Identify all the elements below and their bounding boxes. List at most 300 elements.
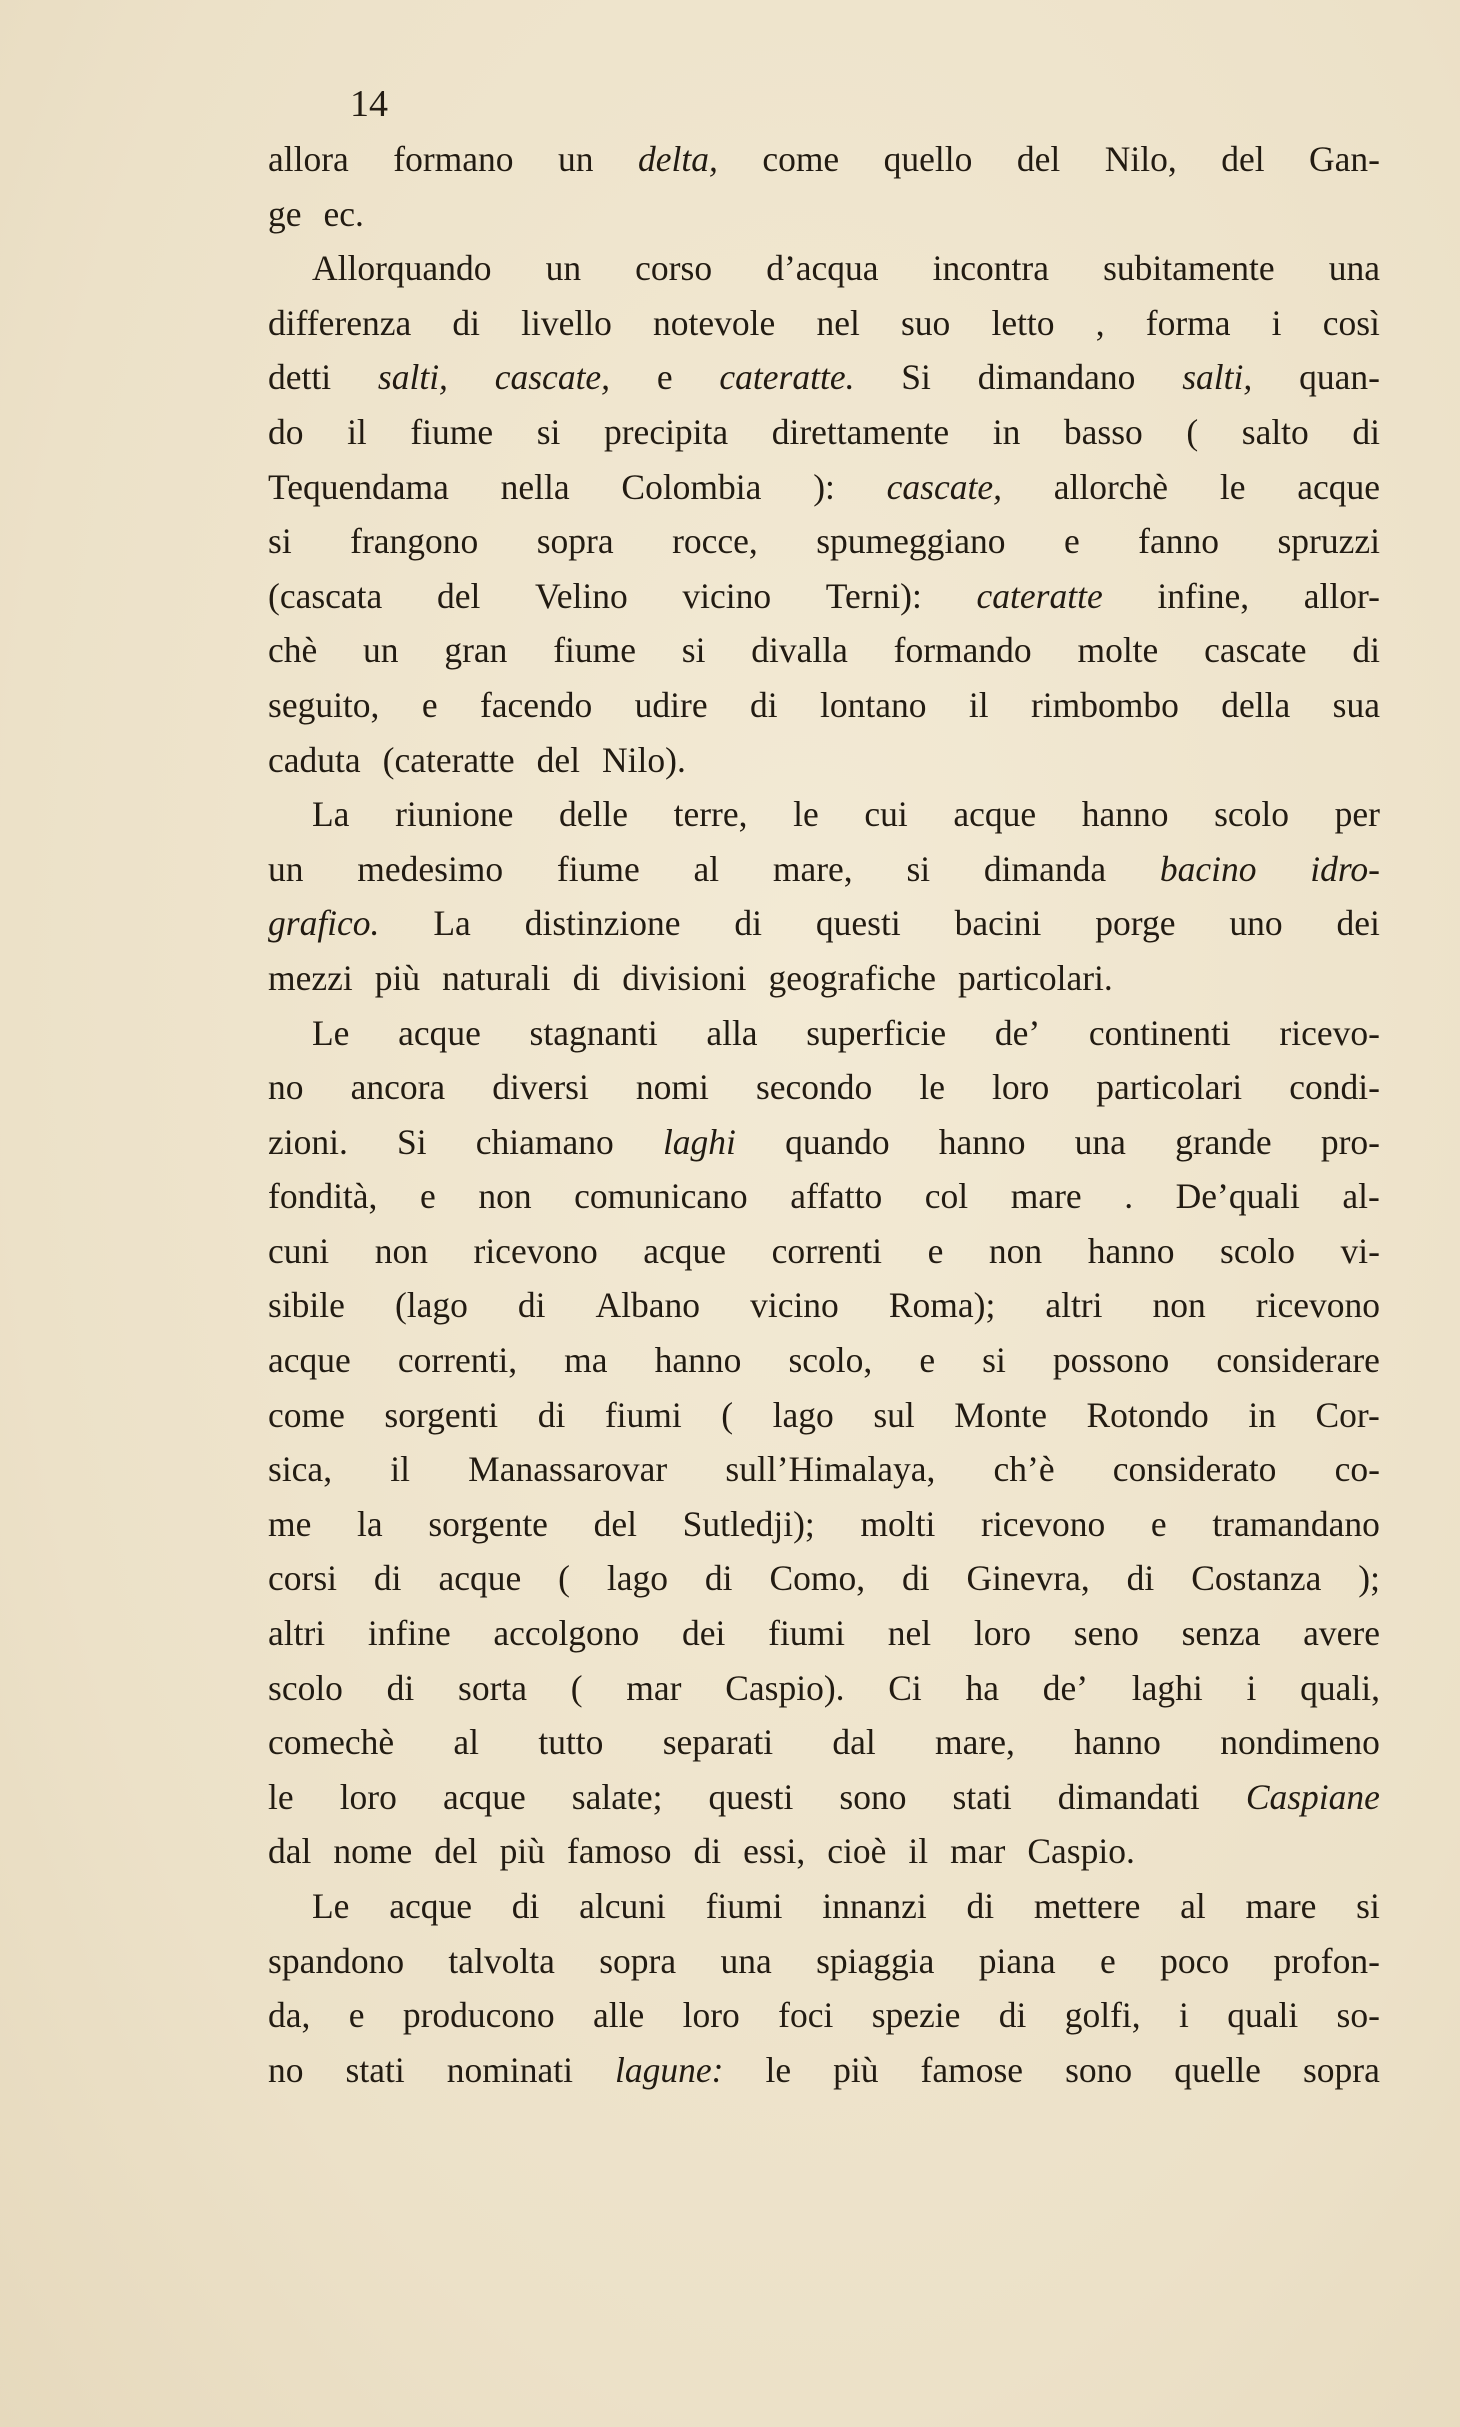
word: stati <box>345 2049 405 2090</box>
word: caduta <box>268 739 361 780</box>
word: mezzi <box>268 957 353 998</box>
word: ( <box>558 1558 570 1599</box>
word: della <box>1221 684 1291 725</box>
word: e <box>1150 1503 1167 1544</box>
word: lago <box>772 1394 834 1435</box>
word: no <box>268 1067 304 1108</box>
word: alla <box>706 1012 758 1053</box>
word: co- <box>1334 1449 1380 1490</box>
word: porge <box>1095 903 1176 944</box>
word: correnti <box>771 1230 882 1271</box>
italic-word: cascate, <box>494 357 611 398</box>
text-line <box>268 1606 1380 1661</box>
word: mettere <box>1033 1886 1141 1926</box>
text-line <box>268 1278 1380 1333</box>
word: e <box>1063 521 1080 562</box>
word: superficie <box>806 1012 947 1053</box>
word: stagnanti <box>529 1012 658 1053</box>
word: dei <box>682 1613 726 1654</box>
word: Caspio). <box>725 1667 845 1708</box>
word: affatto <box>790 1176 883 1217</box>
word: comunicano <box>574 1176 748 1217</box>
body-text <box>268 132 1380 2097</box>
word: di <box>1126 1558 1155 1599</box>
text-line <box>268 1879 1380 1934</box>
word: spezie <box>871 1995 961 2036</box>
word: sorgente <box>428 1503 548 1544</box>
word: al <box>1180 1886 1206 1926</box>
text-line <box>268 514 1380 569</box>
word: Ci <box>888 1667 922 1708</box>
word: di <box>572 957 601 998</box>
text-line <box>268 405 1380 460</box>
word: dimandati <box>1057 1776 1200 1817</box>
word: seguito, <box>268 684 380 725</box>
word: scolo <box>1220 1230 1295 1271</box>
word: ricevo- <box>1279 1012 1380 1053</box>
text-line <box>268 350 1380 405</box>
word: si <box>681 630 706 671</box>
italic-word: delta, <box>637 139 718 179</box>
word: do <box>268 411 304 452</box>
word: quan- <box>1299 357 1380 398</box>
word: cioè <box>827 1831 887 1872</box>
word: sopra <box>1302 2049 1380 2090</box>
word: acque <box>643 1230 727 1271</box>
word: chè <box>268 630 318 671</box>
word: golfi, <box>1064 1995 1141 2036</box>
word: grande <box>1175 1121 1272 1162</box>
text-line <box>268 1224 1380 1279</box>
word: (cateratte <box>382 739 515 780</box>
word: ): <box>813 466 835 507</box>
word: spandono <box>268 1940 405 1981</box>
word: lontano <box>820 684 927 725</box>
word: Tequendama <box>268 466 449 507</box>
word: mare, <box>772 848 853 889</box>
text-line <box>268 733 1380 788</box>
word: no <box>268 2049 304 2090</box>
word: acque <box>398 1012 481 1053</box>
word: vicino <box>750 1285 839 1326</box>
word: Nilo, <box>1104 139 1177 179</box>
word: le <box>765 2049 792 2090</box>
word: dimandano <box>977 357 1136 398</box>
word: ricevono <box>981 1503 1106 1544</box>
word: scolo, <box>788 1340 873 1381</box>
word: ge <box>268 193 302 234</box>
word: sull’Himalaya, <box>725 1449 936 1490</box>
word: le <box>793 794 819 835</box>
word: un <box>363 630 399 671</box>
word: fiume <box>410 411 494 452</box>
word: Caspio. <box>1027 1831 1135 1872</box>
word: quali <box>1227 1995 1299 2036</box>
word: direttamente <box>771 411 950 452</box>
text-line <box>268 132 1380 187</box>
word: di <box>966 1886 995 1926</box>
word: in <box>1248 1394 1276 1435</box>
word: uno <box>1229 903 1283 944</box>
word: ricevono <box>473 1230 598 1271</box>
word: le <box>919 1067 945 1108</box>
word: cascate <box>1204 630 1307 671</box>
word: fiume <box>556 848 640 889</box>
word: e <box>927 1230 944 1271</box>
word: lago <box>606 1558 668 1599</box>
word: foci <box>778 1995 834 2036</box>
word: di <box>537 1394 566 1435</box>
word: nomi <box>635 1067 709 1108</box>
word: nondimeno <box>1220 1722 1380 1763</box>
word: quello <box>883 139 973 179</box>
word: Le <box>312 1886 350 1926</box>
text-line <box>268 1715 1380 1770</box>
italic-word: salti, <box>377 357 448 398</box>
word: salate; <box>571 1776 663 1817</box>
text-line <box>268 1551 1380 1606</box>
text-line <box>268 1770 1380 1825</box>
word: Le <box>312 1012 350 1053</box>
word: naturali <box>442 957 551 998</box>
word: Velino <box>535 575 628 616</box>
word: La <box>433 903 471 944</box>
word: sopra <box>536 521 614 562</box>
word: de’ <box>1042 1667 1089 1708</box>
word: terre, <box>673 794 748 835</box>
word: fiumi <box>705 1886 783 1926</box>
word: infine, <box>1157 575 1250 616</box>
word: sopra <box>599 1940 677 1981</box>
word: i <box>1246 1667 1257 1708</box>
word: acque <box>268 1340 351 1381</box>
word: rimbombo <box>1030 684 1179 725</box>
word: questi <box>815 903 901 944</box>
word: dei <box>1336 903 1380 944</box>
word: ec. <box>323 193 364 234</box>
word: fanno <box>1138 521 1220 562</box>
word: il <box>908 1831 929 1872</box>
text-line <box>268 187 1380 242</box>
word: al- <box>1342 1176 1380 1217</box>
word: di <box>1352 630 1380 671</box>
word: come <box>762 139 840 179</box>
word: spumeggiano <box>816 521 1006 562</box>
word: letto <box>991 302 1055 343</box>
page-number: 14 <box>350 83 388 125</box>
word: differenza <box>268 302 412 343</box>
word: continenti <box>1088 1012 1231 1053</box>
text-line <box>268 460 1380 515</box>
word: i <box>1179 1995 1189 2036</box>
word: si <box>906 848 931 889</box>
word: acque <box>953 794 1037 835</box>
word: spiaggia <box>816 1940 935 1981</box>
text-line <box>268 241 1380 296</box>
word: non <box>374 1230 428 1271</box>
word: mare <box>1010 1176 1082 1217</box>
word: di <box>704 1558 733 1599</box>
word: Manassarovar <box>468 1449 668 1490</box>
word: sua <box>1332 684 1380 725</box>
word: di <box>1352 411 1380 452</box>
word: profon- <box>1273 1940 1380 1981</box>
text-line <box>268 1497 1380 1552</box>
text-line <box>268 1006 1380 1061</box>
word: quando <box>785 1121 890 1162</box>
word: chiamano <box>475 1121 614 1162</box>
word: cui <box>864 794 908 835</box>
italic-word: salti, <box>1182 357 1253 398</box>
word: ch’è <box>993 1449 1055 1490</box>
word: livello <box>521 302 612 343</box>
word: laghi <box>1131 1667 1203 1708</box>
word: loro <box>682 1995 740 2036</box>
word: scolo <box>1214 794 1290 835</box>
word: hanno <box>938 1121 1026 1162</box>
italic-word: lagune: <box>614 2049 724 2090</box>
word: divisioni <box>622 957 747 998</box>
word: detti <box>268 357 332 398</box>
word: al <box>693 848 720 889</box>
word: loro <box>973 1613 1032 1654</box>
word: La <box>312 794 350 835</box>
word: so- <box>1336 1995 1380 2036</box>
word: al <box>453 1722 480 1763</box>
word: alcuni <box>579 1886 666 1926</box>
text-line <box>268 1060 1380 1115</box>
italic-word: idro- <box>1310 848 1380 889</box>
word: in <box>992 411 1021 452</box>
word: sica, <box>268 1449 333 1490</box>
word: accolgono <box>493 1613 640 1654</box>
italic-word: cateratte <box>976 575 1103 616</box>
text-line <box>268 678 1380 733</box>
word: sono <box>839 1776 907 1817</box>
word: e <box>420 1176 436 1217</box>
word: del <box>536 739 581 780</box>
word: ( <box>721 1394 734 1435</box>
text-line <box>268 1661 1380 1716</box>
word: e <box>348 1995 365 2036</box>
word: di <box>902 1558 930 1599</box>
text-line <box>268 787 1380 842</box>
word: ( <box>1186 411 1199 452</box>
word: allor- <box>1303 575 1380 616</box>
word: ); <box>1358 1558 1380 1599</box>
word: me <box>268 1503 312 1544</box>
word: per <box>1334 794 1380 835</box>
word: senza <box>1181 1613 1261 1654</box>
text-line <box>268 1988 1380 2043</box>
word: corsi <box>268 1558 338 1599</box>
word: particolari. <box>958 957 1113 998</box>
word: medesimo <box>357 848 504 889</box>
word: hanno <box>1074 1722 1161 1763</box>
text-line <box>268 623 1380 678</box>
word: dimanda <box>983 848 1107 889</box>
word: del <box>1016 139 1061 179</box>
word: incontra <box>932 248 1049 289</box>
word: geografiche <box>768 957 937 998</box>
word: innanzi <box>822 1886 927 1926</box>
word: sono <box>1065 2049 1133 2090</box>
word: e <box>656 357 673 398</box>
word: particolari <box>1096 1067 1243 1108</box>
word: divalla <box>751 630 848 671</box>
word: diversi <box>492 1067 589 1108</box>
word: di <box>734 903 763 944</box>
word: di <box>452 302 480 343</box>
word: loro <box>992 1067 1050 1108</box>
word: Ginevra, <box>966 1558 1090 1599</box>
word: di <box>517 1285 546 1326</box>
word: Albano <box>595 1285 701 1326</box>
word: tramandano <box>1212 1503 1380 1544</box>
word: di <box>511 1886 540 1926</box>
word: suo <box>900 302 951 343</box>
word: di <box>373 1558 402 1599</box>
word: nominati <box>446 2049 573 2090</box>
word: acque <box>389 1886 472 1926</box>
word: notevole <box>653 302 776 343</box>
word: ancora <box>350 1067 446 1108</box>
word: si <box>982 1340 1006 1381</box>
word: le <box>268 1776 294 1817</box>
word: il <box>968 684 989 725</box>
word: il <box>347 411 367 452</box>
word: Terni): <box>825 575 922 616</box>
word: non <box>478 1176 532 1217</box>
word: possono <box>1052 1340 1170 1381</box>
word: non <box>1152 1285 1206 1326</box>
word: cuni <box>268 1230 330 1271</box>
word: del <box>436 575 481 616</box>
word: udire <box>634 684 708 725</box>
word: si <box>1356 1886 1380 1926</box>
text-line <box>268 1824 1380 1879</box>
word: una <box>1328 248 1380 289</box>
word: subitamente <box>1103 248 1275 289</box>
word: (lago <box>394 1285 468 1326</box>
text-line <box>268 1169 1380 1224</box>
word: delle <box>558 794 628 835</box>
word: alle <box>593 1995 645 2036</box>
text-line <box>268 951 1380 1006</box>
word: d’acqua <box>766 248 879 289</box>
word: vicino <box>682 575 772 616</box>
word: e <box>421 684 438 725</box>
word: loro <box>339 1776 397 1817</box>
word: comechè <box>268 1722 395 1763</box>
text-line <box>268 1934 1380 1989</box>
word: mar <box>950 1831 1006 1872</box>
word: (cascata <box>268 575 383 616</box>
word: producono <box>402 1995 555 2036</box>
word: un <box>268 848 304 889</box>
word: più <box>374 957 421 998</box>
word: forma <box>1145 302 1231 343</box>
word: così <box>1322 302 1380 343</box>
word: questi <box>708 1776 794 1817</box>
word: mar <box>626 1667 682 1708</box>
word: hanno <box>654 1340 742 1381</box>
word: Si <box>397 1121 427 1162</box>
word: del <box>593 1503 637 1544</box>
word: di <box>386 1667 415 1708</box>
word: infine <box>367 1613 451 1654</box>
word: riunione <box>395 794 514 835</box>
word: si <box>536 411 561 452</box>
word: fiumi <box>768 1613 846 1654</box>
word: Colombia <box>621 466 762 507</box>
word: formando <box>893 630 1032 671</box>
word: de’ <box>994 1012 1041 1053</box>
word: col <box>924 1176 969 1217</box>
word: fiume <box>553 630 637 671</box>
text-line <box>268 2043 1380 2098</box>
word: una <box>1074 1121 1126 1162</box>
italic-word: grafico. <box>268 903 380 944</box>
word: Si <box>901 357 931 398</box>
word: hanno <box>1081 794 1169 835</box>
word: un <box>545 248 582 289</box>
word: bacini <box>954 903 1042 944</box>
word: molte <box>1077 630 1159 671</box>
word: dal <box>268 1831 312 1872</box>
word: acque <box>442 1776 526 1817</box>
text-line <box>268 1115 1380 1170</box>
word: del <box>434 1831 478 1872</box>
word: distinzione <box>524 903 681 944</box>
word: quelle <box>1174 2049 1261 2090</box>
word: Allorquando <box>312 248 492 289</box>
word: altri <box>268 1613 326 1654</box>
word: molti <box>860 1503 936 1544</box>
word: basso <box>1063 411 1143 452</box>
word: ricevono <box>1255 1285 1380 1326</box>
word: ( <box>570 1667 583 1708</box>
word: piana <box>978 1940 1056 1981</box>
word: talvolta <box>448 1940 555 1981</box>
italic-word: cascate, <box>886 466 1002 507</box>
italic-word: bacino <box>1159 848 1257 889</box>
text-line <box>268 296 1380 351</box>
word: nel <box>887 1613 932 1654</box>
word: Monte <box>954 1394 1047 1435</box>
word: corso <box>635 248 713 289</box>
word: Nilo). <box>602 739 686 780</box>
word: mare, <box>935 1722 1015 1763</box>
word: allora <box>268 139 349 179</box>
word: più <box>833 2049 879 2090</box>
text-line <box>268 896 1380 951</box>
word: acque <box>438 1558 522 1599</box>
word: gran <box>444 630 508 671</box>
word: del <box>1221 139 1265 179</box>
word: pro- <box>1320 1121 1380 1162</box>
word: poco <box>1160 1940 1230 1981</box>
italic-word: cateratte. <box>719 357 855 398</box>
word: Rotondo <box>1086 1394 1209 1435</box>
word: un <box>558 139 594 179</box>
word: altri <box>1045 1285 1103 1326</box>
word: tutto <box>538 1722 604 1763</box>
word: Roma); <box>888 1285 996 1326</box>
word: allorchè <box>1053 466 1169 507</box>
italic-word: Caspiane <box>1245 1776 1380 1817</box>
word: , <box>1095 302 1105 343</box>
